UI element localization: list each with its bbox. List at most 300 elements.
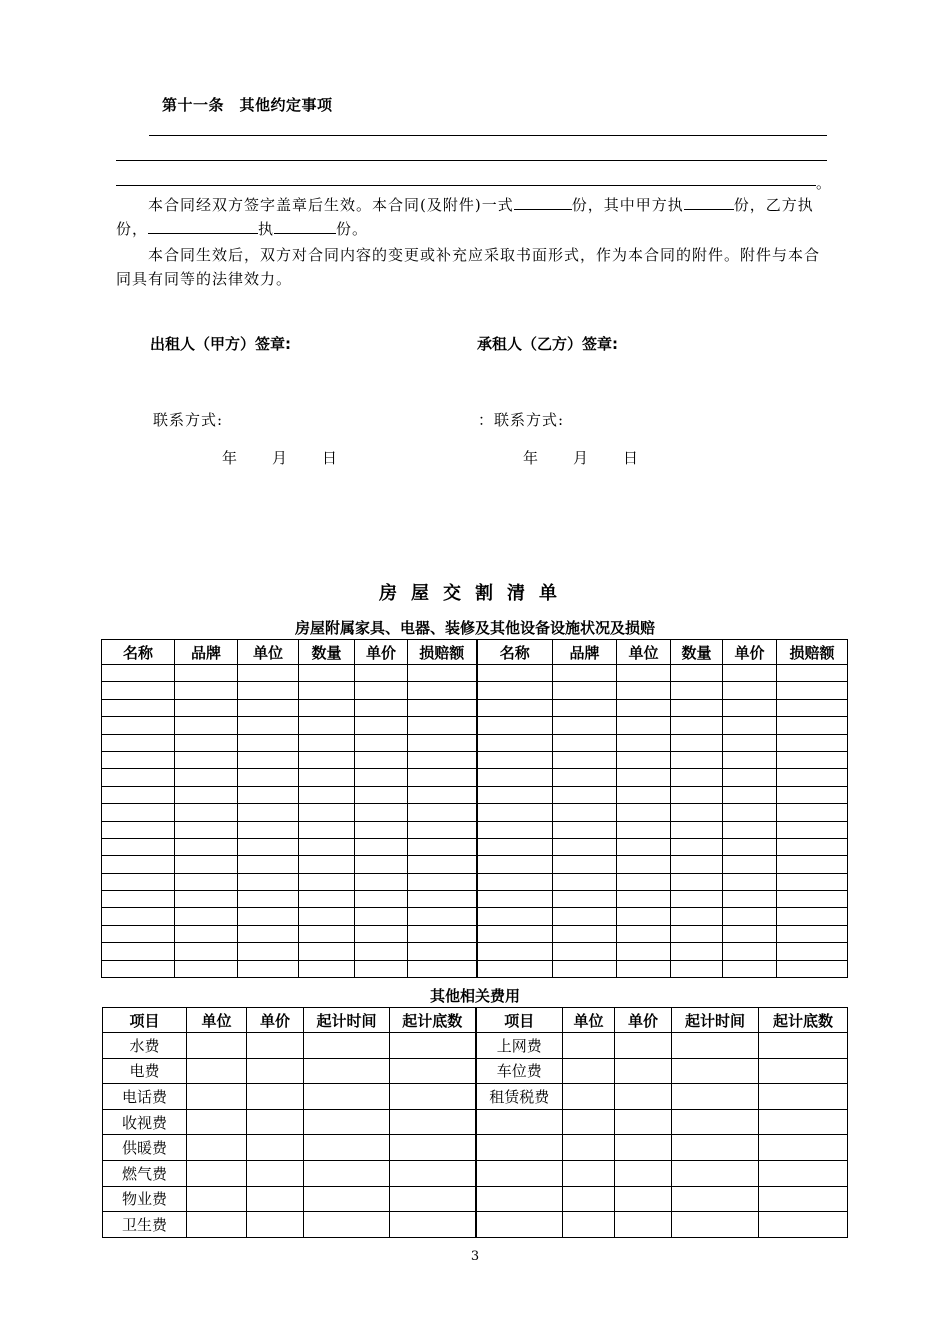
fee-cell [187,1109,247,1135]
handover-cell [617,891,671,908]
fee-cell [304,1058,390,1084]
fee-item-name: 上网费 [476,1033,563,1059]
p1-text-a: 本合同经双方签字盖章后生效。本合同(及附件)一式 [148,196,514,214]
fee-item-name: 燃气费 [103,1160,187,1186]
handover-cell [175,960,238,977]
fee-row [103,1033,848,1059]
fee-cell [390,1212,476,1238]
handover-row [102,734,848,751]
p2-text-a: 本合同生效后，双方对合同内容的变更或补充应采取书面形式，作为本合同的附件。附件与本合 [148,246,821,264]
handover-cell [408,682,477,699]
handover-cell [175,734,238,751]
handover-cell [723,786,777,803]
handover-cell [723,891,777,908]
month-label: 月 [272,449,289,467]
handover-cell [299,786,355,803]
header-start-time: 起计时间 [672,1008,759,1033]
fee-cell [563,1212,615,1238]
handover-cell [299,821,355,838]
handover-cell [355,804,408,821]
fee-row [103,1084,848,1110]
header-brand: 品牌 [553,640,617,665]
handover-cell [777,804,848,821]
handover-cell [299,717,355,734]
handover-cell [408,665,477,682]
handover-cell [175,943,238,960]
handover-cell [617,699,671,716]
handover-cell [553,891,617,908]
day-label: 日 [623,449,640,467]
handover-cell [671,856,723,873]
handover-cell [671,838,723,855]
handover-cell [553,856,617,873]
handover-cell [175,908,238,925]
handover-cell [408,943,477,960]
fee-cell [672,1033,759,1059]
handover-cell [723,699,777,716]
handover-cell [102,925,175,942]
handover-cell [408,925,477,942]
handover-cell [299,960,355,977]
lessor-contact-label: 联系方式: [153,411,224,429]
copies-blank [514,193,572,210]
blank-line [116,185,816,186]
handover-cell [777,769,848,786]
handover-cell [175,699,238,716]
fees-header-row [103,1008,848,1033]
handover-row [102,699,848,716]
handover-cell [553,734,617,751]
fee-item-name: 收视费 [103,1109,187,1135]
handover-cell [553,821,617,838]
p1-text-e: 执 [258,220,275,238]
header-unit: 单位 [238,640,299,665]
effectiveness-paragraph [116,193,836,241]
header-unit: 单位 [617,640,671,665]
fee-cell [672,1109,759,1135]
handover-cell [175,873,238,890]
fee-cell [615,1109,672,1135]
handover-cell [671,699,723,716]
handover-row [102,838,848,855]
end-period: 。 [816,174,833,192]
fee-row [103,1109,848,1135]
fee-cell [615,1212,672,1238]
fee-cell [615,1033,672,1059]
handover-row [102,821,848,838]
handover-cell [671,925,723,942]
handover-cell [553,717,617,734]
handover-cell [723,925,777,942]
fee-cell [563,1033,615,1059]
fee-cell [187,1033,247,1059]
handover-header-row [102,640,848,665]
handover-cell [777,682,848,699]
handover-cell [238,856,299,873]
handover-cell [102,943,175,960]
fee-cell [563,1186,615,1212]
holder-copies-blank [274,217,336,234]
handover-cell [238,786,299,803]
fee-cell [390,1084,476,1110]
handover-cell [477,786,553,803]
handover-cell [617,769,671,786]
handover-cell [617,786,671,803]
handover-cell [299,908,355,925]
fee-cell [304,1135,390,1161]
handover-cell [477,769,553,786]
handover-cell [723,873,777,890]
handover-cell [238,665,299,682]
fee-item-name: 卫生费 [103,1212,187,1238]
handover-cell [723,717,777,734]
fee-cell [672,1212,759,1238]
handover-cell [102,856,175,873]
handover-cell [671,908,723,925]
handover-row [102,891,848,908]
handover-row [102,769,848,786]
blank-line [116,160,827,161]
handover-cell [553,838,617,855]
handover-cell [723,769,777,786]
handover-cell [617,943,671,960]
fee-cell [672,1058,759,1084]
month-label: 月 [573,449,590,467]
header-price: 单价 [355,640,408,665]
fee-item-name: 物业费 [103,1186,187,1212]
handover-cell [175,665,238,682]
handover-cell [408,717,477,734]
handover-cell [723,908,777,925]
handover-title: 房屋交割清单 [379,583,571,604]
header-name: 名称 [477,640,553,665]
handover-cell [477,682,553,699]
handover-cell [238,943,299,960]
handover-row [102,960,848,977]
handover-cell [102,821,175,838]
handover-cell [617,960,671,977]
handover-cell [617,821,671,838]
handover-cell [671,682,723,699]
handover-cell [238,873,299,890]
handover-cell [299,891,355,908]
header-price: 单价 [615,1008,672,1033]
header-quantity: 数量 [299,640,355,665]
fee-cell [563,1058,615,1084]
fee-cell [304,1186,390,1212]
handover-cell [175,821,238,838]
fee-cell [672,1186,759,1212]
handover-subtitle: 房屋附属家具、电器、装修及其他设备设施状况及损赔 [294,619,655,637]
handover-cell [671,821,723,838]
handover-cell [671,734,723,751]
fee-cell [672,1084,759,1110]
header-price: 单价 [723,640,777,665]
fee-row [103,1058,848,1084]
handover-cell [299,856,355,873]
fee-cell [563,1160,615,1186]
handover-cell [617,682,671,699]
fee-cell [759,1135,848,1161]
fee-item-name [476,1160,563,1186]
handover-cell [238,682,299,699]
header-start-reading: 起计底数 [390,1008,476,1033]
handover-cell [777,821,848,838]
handover-cell [723,751,777,768]
handover-cell [477,665,553,682]
handover-cell [102,873,175,890]
handover-cell [723,804,777,821]
fee-item-name [476,1109,563,1135]
p1-text-f: 份。 [336,220,369,238]
handover-cell [238,751,299,768]
fee-cell [759,1109,848,1135]
fee-cell [759,1084,848,1110]
handover-cell [408,856,477,873]
fee-cell [759,1058,848,1084]
handover-cell [238,734,299,751]
handover-cell [617,856,671,873]
party-a-copies-blank [684,193,734,210]
handover-cell [671,960,723,977]
handover-row [102,804,848,821]
handover-cell [102,751,175,768]
fee-row [103,1212,848,1238]
fee-cell [304,1160,390,1186]
header-quantity: 数量 [671,640,723,665]
handover-cell [102,717,175,734]
fee-cell [759,1212,848,1238]
handover-cell [299,925,355,942]
handover-cell [238,891,299,908]
handover-cell [553,925,617,942]
handover-cell [477,943,553,960]
handover-row [102,856,848,873]
handover-cell [175,682,238,699]
handover-cell [355,943,408,960]
fee-cell [759,1186,848,1212]
handover-cell [477,873,553,890]
fee-cell [187,1084,247,1110]
fee-cell [672,1135,759,1161]
handover-cell [175,751,238,768]
handover-cell [299,665,355,682]
handover-cell [777,786,848,803]
handover-cell [477,891,553,908]
header-start-reading: 起计底数 [759,1008,848,1033]
handover-cell [299,804,355,821]
fee-cell [187,1186,247,1212]
handover-cell [355,682,408,699]
handover-cell [671,717,723,734]
handover-row [102,943,848,960]
handover-cell [777,751,848,768]
handover-row [102,665,848,682]
lessee-signature-label: 承租人（乙方）签章: [477,335,618,353]
handover-cell [723,943,777,960]
handover-cell [777,838,848,855]
handover-cell [175,769,238,786]
p2-text-b: 同具有同等的法律效力。 [116,270,293,288]
handover-cell [355,960,408,977]
handover-cell [723,665,777,682]
handover-cell [723,838,777,855]
fee-item-name [476,1135,563,1161]
handover-cell [408,960,477,977]
fee-cell [390,1058,476,1084]
fee-cell [615,1058,672,1084]
handover-cell [617,838,671,855]
handover-cell [102,786,175,803]
fee-cell [304,1109,390,1135]
handover-row [102,873,848,890]
handover-cell [553,786,617,803]
handover-cell [408,699,477,716]
handover-cell [671,891,723,908]
handover-cell [477,751,553,768]
handover-cell [777,717,848,734]
handover-cell [238,699,299,716]
fee-cell [390,1109,476,1135]
handover-cell [723,734,777,751]
handover-cell [238,960,299,977]
fee-cell [390,1135,476,1161]
fee-cell [390,1033,476,1059]
handover-cell [408,786,477,803]
handover-row [102,925,848,942]
handover-cell [408,838,477,855]
handover-cell [408,908,477,925]
fee-item-name: 车位费 [476,1058,563,1084]
handover-cell [617,717,671,734]
handover-cell [671,751,723,768]
handover-cell [477,925,553,942]
handover-cell [553,751,617,768]
fee-item-name: 水费 [103,1033,187,1059]
handover-cell [102,699,175,716]
header-price: 单价 [247,1008,304,1033]
handover-cell [355,734,408,751]
fee-row [103,1160,848,1186]
p1-text-b: 份，其中甲方执 [571,196,684,214]
handover-cell [102,960,175,977]
handover-cell [175,786,238,803]
handover-cell [617,908,671,925]
lessor-signature-label: 出租人（甲方）签章: [150,335,291,353]
handover-cell [617,925,671,942]
fee-item-name: 电话费 [103,1084,187,1110]
handover-cell [553,873,617,890]
handover-cell [477,908,553,925]
handover-cell [723,821,777,838]
lessee-contact-label: ：联系方式: [478,411,565,429]
handover-cell [671,873,723,890]
lessor-date [222,447,338,468]
handover-cell [299,682,355,699]
handover-cell [238,769,299,786]
handover-cell [553,769,617,786]
fee-cell [615,1186,672,1212]
handover-cell [299,751,355,768]
handover-cell [355,856,408,873]
fee-cell [304,1084,390,1110]
handover-cell [175,838,238,855]
handover-cell [238,908,299,925]
fees-title: 其他相关费用 [429,987,520,1005]
blank-line [149,135,827,136]
fee-cell [390,1186,476,1212]
handover-cell [477,838,553,855]
fee-cell [187,1135,247,1161]
handover-cell [671,786,723,803]
fee-item-name [476,1212,563,1238]
handover-cell [102,665,175,682]
fee-cell [304,1212,390,1238]
amendment-paragraph [116,243,846,291]
fee-cell [247,1109,304,1135]
handover-cell [408,734,477,751]
handover-cell [175,891,238,908]
header-unit: 单位 [563,1008,615,1033]
handover-cell [553,682,617,699]
p1-text-c: 份，乙方执 [733,196,814,214]
fee-cell [247,1135,304,1161]
handover-cell [299,699,355,716]
handover-cell [355,873,408,890]
fee-cell [615,1160,672,1186]
header-compensation: 损赔额 [777,640,848,665]
handover-cell [723,856,777,873]
header-unit: 单位 [187,1008,247,1033]
handover-cell [723,682,777,699]
handover-cell [477,699,553,716]
page-number: 3 [470,1249,480,1264]
handover-cell [408,821,477,838]
fee-cell [563,1109,615,1135]
handover-cell [102,838,175,855]
handover-cell [299,838,355,855]
handover-cell [175,717,238,734]
day-label: 日 [322,449,339,467]
handover-cell [355,908,408,925]
fee-item-name: 供暖费 [103,1135,187,1161]
handover-cell [355,838,408,855]
handover-cell [175,804,238,821]
handover-cell [238,838,299,855]
handover-cell [777,908,848,925]
fee-item-name: 租赁税费 [476,1084,563,1110]
fee-cell [759,1160,848,1186]
handover-cell [238,717,299,734]
p1-text-d: 份， [116,220,149,238]
handover-table [101,639,848,978]
handover-row [102,751,848,768]
fees-table [102,1007,848,1238]
handover-row [102,786,848,803]
handover-cell [355,717,408,734]
handover-cell [671,769,723,786]
handover-cell [299,873,355,890]
fee-cell [247,1084,304,1110]
handover-cell [553,943,617,960]
handover-cell [777,960,848,977]
fee-cell [563,1084,615,1110]
handover-cell [299,943,355,960]
fee-cell [563,1135,615,1161]
fee-cell [247,1212,304,1238]
fee-cell [187,1160,247,1186]
handover-cell [477,804,553,821]
